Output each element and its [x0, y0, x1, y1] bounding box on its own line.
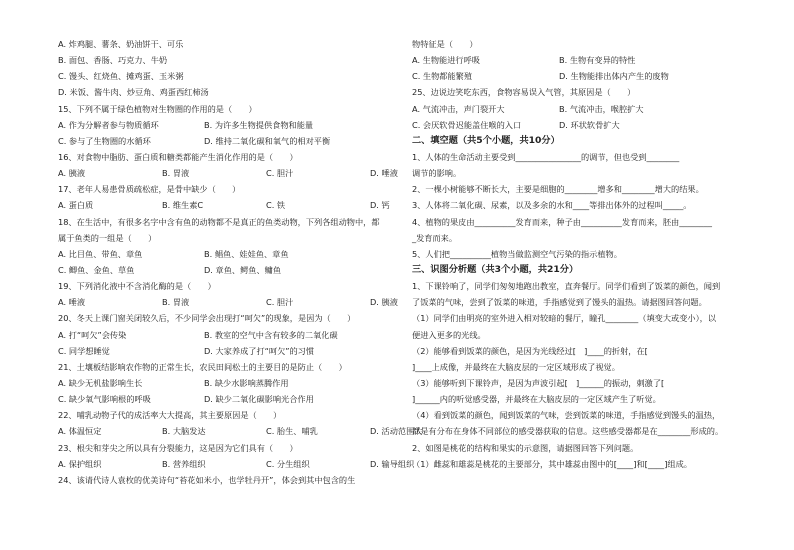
option-b: D. 维持二氧化碳和氧气的相对平衡 [204, 135, 331, 146]
option-d: D. 输导组织 [370, 458, 415, 469]
text-line: （4）看到饭菜的颜色，闻到饭菜的气味，尝到饭菜的味道，手指感觉到馒头的温热， [412, 410, 721, 421]
option-a: A. 唾液 [58, 297, 86, 308]
text-line: 物特征是（ ） [412, 39, 478, 49]
text-line: 4、植物的果皮由__________发育而来，种子由__________发育而来，胚由________ [412, 216, 712, 227]
text-line: 2、如图是桃花的结构和果实的示意图，请据图回答下列问题。 [412, 442, 639, 453]
option-b: D. 环状软骨扩大 [559, 119, 620, 130]
text-line: ]____上成像，并最终在大脑皮层的一定区域形成了视觉。 [412, 361, 620, 372]
text-line: 都是有分布在身体不同部位的感受器获取的信息。这些感受器都是在________形成的。 [412, 426, 724, 437]
option-c: C. 分生组织 [266, 458, 310, 469]
text-line: ]______内的听觉感受器，并最终在大脑皮层的一定区域产生了听觉。 [412, 394, 661, 405]
text-line: 23、根尖和芽尖之所以具有分裂能力，这是因为它们具有（ ） [58, 442, 298, 453]
text-line: （1）同学们由明亮的室外进入相对较暗的餐厅，瞳孔________（填变大或变小），以 [412, 313, 717, 324]
options-row [412, 68, 757, 84]
options-row [58, 117, 398, 133]
text-line: 16、对食物中脂肪、蛋白质和糖类都能产生消化作用的是（ ） [58, 151, 298, 162]
options-row [58, 456, 415, 472]
option-a: A. 生物能进行呼吸 [412, 55, 480, 66]
options-row [58, 343, 398, 359]
text-line: 20、冬天上课门窗关闭较久后，不少同学会出现打“呵欠”的现象，是因为（ ） [58, 313, 356, 324]
text-line: （3）能够听到下课铃声，是因为声波引起[ ]______的振动，刺激了[ [412, 377, 665, 388]
option-c: C. 铁 [266, 200, 286, 211]
option-b: B. 缺少水影响蒸腾作用 [204, 377, 289, 388]
text-line: 3、人体将二氧化碳、尿素，以及多余的水和____等排出体外的过程叫_____。 [412, 200, 692, 211]
text-line: 便进入更多的光线。 [412, 329, 486, 340]
option-c: C. 胎生、哺乳 [266, 426, 318, 437]
option-a: A. 蛋白质 [58, 200, 94, 211]
option-b: B. 维生素C [162, 200, 204, 211]
text-line: 21、土壤板结影响农作物的正常生长，农民田间松土的主要目的是防止（ ） [58, 361, 347, 372]
options-row [58, 423, 423, 439]
option-b: B. 生物有变异的特性 [559, 55, 636, 66]
options-row [58, 165, 398, 181]
text-line: A. 炸鸡腿、薯条、奶油饼干、可乐 [58, 39, 184, 49]
options-row [412, 101, 757, 117]
text-line: 18、在生活中，有很多名字中含有鱼的动物都不是真正的鱼类动物，下列各组动物中，都 [58, 216, 380, 227]
option-a: C. 同学想睡觉 [58, 345, 110, 356]
text-line: 5、人们把__________植物当做监测空气污染的指示植物。 [412, 248, 622, 259]
option-a: A. 缺少无机盐影响生长 [58, 377, 143, 388]
options-row [58, 375, 398, 391]
option-b: D. 生物能排出体内产生的废物 [559, 71, 669, 82]
option-a: C. 会厌软骨迟能盖住喉的入口 [412, 119, 522, 130]
text-line: 属于鱼类的一组是（ ） [58, 232, 157, 243]
option-a: A. 比目鱼、带鱼、章鱼 [58, 248, 143, 259]
option-a: A. 胰液 [58, 168, 86, 179]
options-row [58, 391, 398, 407]
option-a: C. 参与了生物圈的水循环 [58, 135, 151, 146]
text-line: 调节的影响。 [412, 168, 462, 179]
option-d: D. 活动范围大 [370, 426, 423, 437]
option-a: A. 作为分解者参与物质循环 [58, 119, 159, 130]
options-row [412, 52, 757, 68]
text-line: 15、下列不属于绿色植物对生物圈的作用的是（ ） [58, 103, 257, 114]
option-b: B. 为许多生物提供食物和能量 [204, 119, 314, 130]
options-row [58, 133, 398, 149]
option-b: D. 章鱼、鳄鱼、鳙鱼 [204, 264, 282, 275]
section-heading: 三、识图分析题（共3个小题，共21分） [412, 263, 579, 275]
text-line: 1、人体的生命活动主要受到________________的调节，但也受到________ [412, 151, 680, 162]
option-b: D. 大家养成了打“呵欠”的习惯 [204, 345, 315, 356]
option-a: C. 生物都能繁殖 [412, 71, 473, 82]
option-a: A. 打“呵欠”会传染 [58, 329, 127, 340]
option-b: B. 鲳鱼、娃娃鱼、章鱼 [204, 248, 289, 259]
option-d: D. 唾液 [370, 168, 398, 179]
text-line: 2、一棵小树能够不断长大，主要是细胞的________增多和________增大的结果。 [412, 184, 704, 195]
right-column [412, 36, 757, 472]
text-line: 25、边说边笑吃东西，食物容易误入气管，其原因是（ ） [412, 87, 636, 98]
section-heading: 二、填空题（共5个小题，共10分） [412, 134, 560, 146]
option-b: B. 大脑发达 [162, 426, 206, 437]
text-line: _发育而来。 [412, 232, 458, 243]
option-b: B. 营养组织 [162, 458, 206, 469]
option-c: C. 胆汁 [266, 297, 294, 308]
option-d: D. 胰液 [370, 297, 398, 308]
text-line: （2）能够看到饭菜的颜色，是因为光线经过[ ]____的折射，在[ [412, 345, 648, 356]
text-line: （1）雌蕊和雄蕊是桃花的主要部分，其中雄蕊由图中的[____]和[____]组成。 [412, 458, 692, 469]
option-a: A. 保护组织 [58, 458, 102, 469]
text-line: 了饭菜的气味，尝到了饭菜的味道，手指感觉到了馒头的温热。请据图回答问题。 [412, 297, 707, 308]
option-b: B. 胃液 [162, 168, 190, 179]
text-line: B. 面包、香肠、巧克力、牛奶 [58, 55, 168, 66]
option-b: B. 胃液 [162, 297, 190, 308]
option-a: C. 缺少氧气影响根的呼吸 [58, 394, 151, 405]
options-row [58, 246, 398, 262]
options-row [58, 327, 398, 343]
option-b: B. 气流冲击，喉腔扩大 [559, 103, 644, 114]
options-row [58, 294, 398, 310]
options-row [58, 262, 398, 278]
text-line: 22、哺乳动物子代的成活率大大提高，其主要原因是（ ） [58, 410, 282, 421]
text-line: 19、下列消化液中不含消化酶的是（ ） [58, 281, 216, 292]
option-c: C. 胆汁 [266, 168, 294, 179]
text-line: D. 米饭、酱牛肉、炒豆角、鸡蛋西红柿汤 [58, 87, 209, 98]
options-row [412, 117, 757, 133]
option-b: B. 教室的空气中含有较多的二氧化碳 [204, 329, 338, 340]
text-line: 24、该请代诗人袁枚的优美诗句“苔花如米小，也学牡丹开”，体会到其中包含的生 [58, 474, 356, 485]
option-a: A. 体温恒定 [58, 426, 102, 437]
option-a: A. 气流冲击，声门裂开大 [412, 103, 505, 114]
text-line: 17、老年人易患骨质疏松症，是骨中缺少（ ） [58, 184, 241, 195]
left-column [58, 36, 423, 488]
text-line: 1、下课铃响了，同学们匆匆地跑出教室，直奔餐厅。同学们看到了饭菜的颜色，闻到 [412, 281, 721, 292]
option-d: D. 钙 [370, 200, 390, 211]
option-b: D. 缺少二氧化碳影响光合作用 [204, 394, 314, 405]
options-row [58, 197, 398, 213]
text-line: C. 馒头、红烧鱼、摊鸡蛋、玉米粥 [58, 71, 184, 82]
option-a: C. 鲫鱼、金鱼、草鱼 [58, 264, 135, 275]
